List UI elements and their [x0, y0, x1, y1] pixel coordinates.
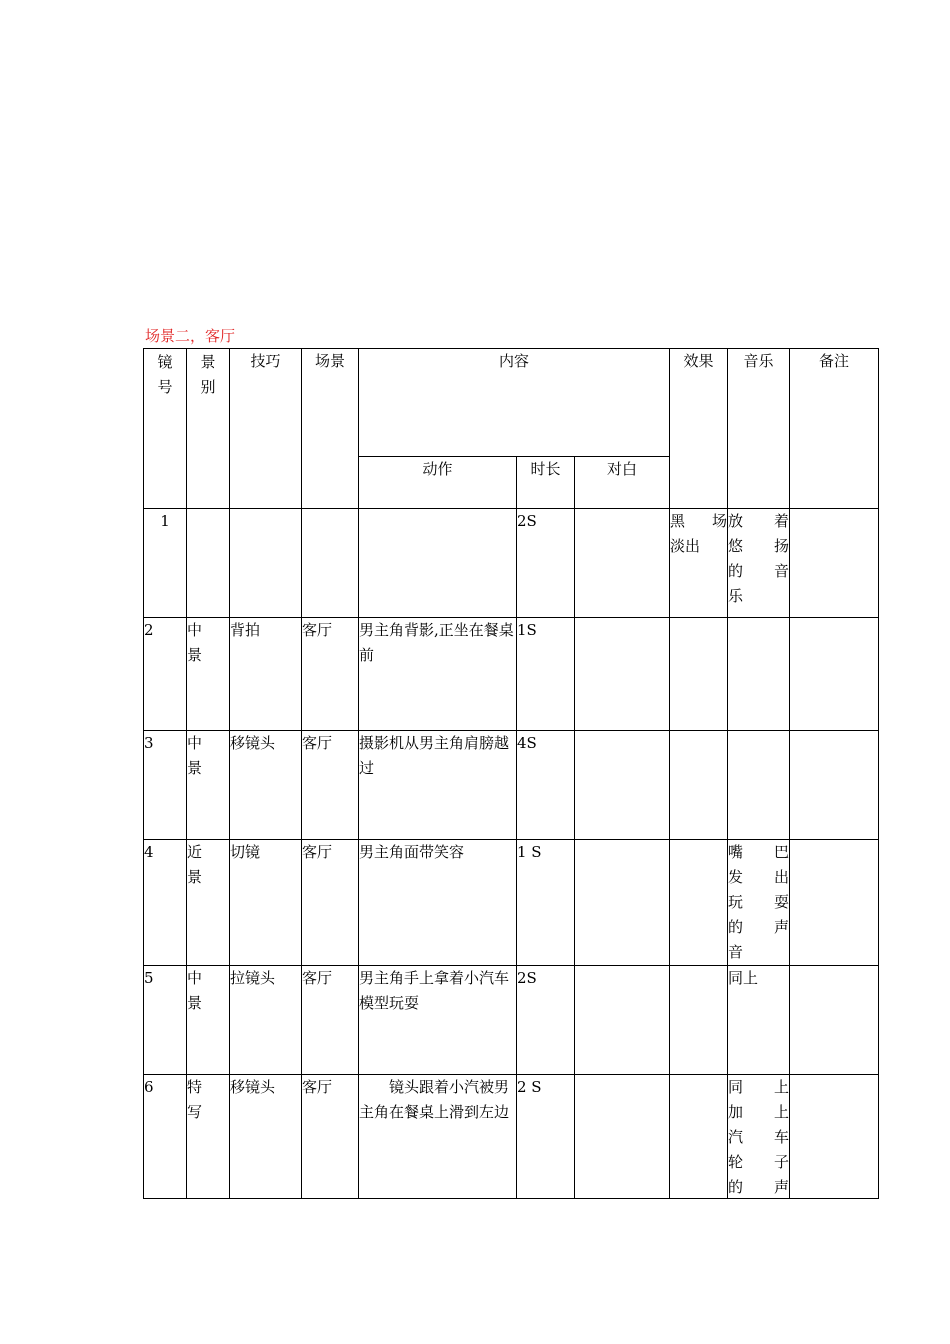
location: 客厅 [302, 618, 359, 731]
action [359, 509, 517, 618]
notes [790, 1075, 879, 1199]
table-row [144, 509, 879, 618]
shot-no: 2 [144, 618, 187, 731]
duration: 2S [517, 966, 575, 1075]
header-content: 内容 [359, 349, 670, 457]
dialogue [575, 618, 670, 731]
music: 同 上 加 上 汽 车 轮 子 的 声 [728, 1075, 790, 1199]
table-row [144, 731, 879, 840]
location: 客厅 [302, 731, 359, 840]
shot-no: 6 [144, 1075, 187, 1199]
technique: 拉镜头 [230, 966, 302, 1075]
technique: 背拍 [230, 618, 302, 731]
music: 同上 [728, 966, 790, 1075]
header-effect: 效果 [670, 349, 728, 509]
technique: 移镜头 [230, 731, 302, 840]
technique [230, 509, 302, 618]
header-action: 动作 [359, 457, 517, 509]
shot-size: 近 景 [187, 840, 230, 966]
shot-no: 5 [144, 966, 187, 1075]
notes [790, 966, 879, 1075]
technique: 移镜头 [230, 1075, 302, 1199]
action: 男主角面带笑容 [359, 840, 517, 966]
table-row [144, 618, 879, 731]
location: 客厅 [302, 966, 359, 1075]
duration: 2 S [517, 1075, 575, 1199]
shot-no: 4 [144, 840, 187, 966]
duration: 4S [517, 731, 575, 840]
shot-no: 3 [144, 731, 187, 840]
shot-no: 1 [144, 509, 187, 618]
dialogue [575, 509, 670, 618]
shot-size: 中 景 [187, 966, 230, 1075]
action: 镜头跟着小汽被男主角在餐桌上滑到左边 [359, 1075, 517, 1199]
table-row [144, 966, 879, 1075]
header-duration: 时长 [517, 457, 575, 509]
header-music: 音乐 [728, 349, 790, 509]
location [302, 509, 359, 618]
technique: 切镜 [230, 840, 302, 966]
effect [670, 840, 728, 966]
header-shot-no: 镜 号 [144, 349, 187, 509]
shot-size: 中 景 [187, 731, 230, 840]
effect [670, 966, 728, 1075]
shot-size: 特 写 [187, 1075, 230, 1199]
dialogue [575, 731, 670, 840]
header-technique: 技巧 [230, 349, 302, 509]
notes [790, 731, 879, 840]
duration: 2S [517, 509, 575, 618]
effect: 黑 场 淡出 [670, 509, 728, 618]
duration: 1S [517, 618, 575, 731]
dialogue [575, 1075, 670, 1199]
dialogue [575, 840, 670, 966]
dialogue [575, 966, 670, 1075]
effect [670, 731, 728, 840]
header-shot-size: 景 别 [187, 349, 230, 509]
music [728, 731, 790, 840]
table-row [144, 1075, 879, 1199]
effect [670, 1075, 728, 1199]
music: 嘴 巴 发 出 玩 耍 的 声 音 [728, 840, 790, 966]
action: 男主角背影,正坐在餐桌前 [359, 618, 517, 731]
notes [790, 509, 879, 618]
notes [790, 618, 879, 731]
music [728, 618, 790, 731]
music: 放 着 悠 扬 的 音 乐 [728, 509, 790, 618]
scene-title: 场景二，客厅 [145, 327, 236, 345]
duration: 1 S [517, 840, 575, 966]
effect [670, 618, 728, 731]
action: 男主角手上拿着小汽车模型玩耍 [359, 966, 517, 1075]
header-dialogue: 对白 [575, 457, 670, 509]
shot-size [187, 509, 230, 618]
action: 摄影机从男主角肩膀越过 [359, 731, 517, 840]
header-row-1 [144, 349, 879, 457]
storyboard-table [143, 348, 879, 1199]
table-row [144, 840, 879, 966]
header-notes: 备注 [790, 349, 879, 509]
header-location: 场景 [302, 349, 359, 509]
notes [790, 840, 879, 966]
shot-size: 中 景 [187, 618, 230, 731]
location: 客厅 [302, 1075, 359, 1199]
location: 客厅 [302, 840, 359, 966]
